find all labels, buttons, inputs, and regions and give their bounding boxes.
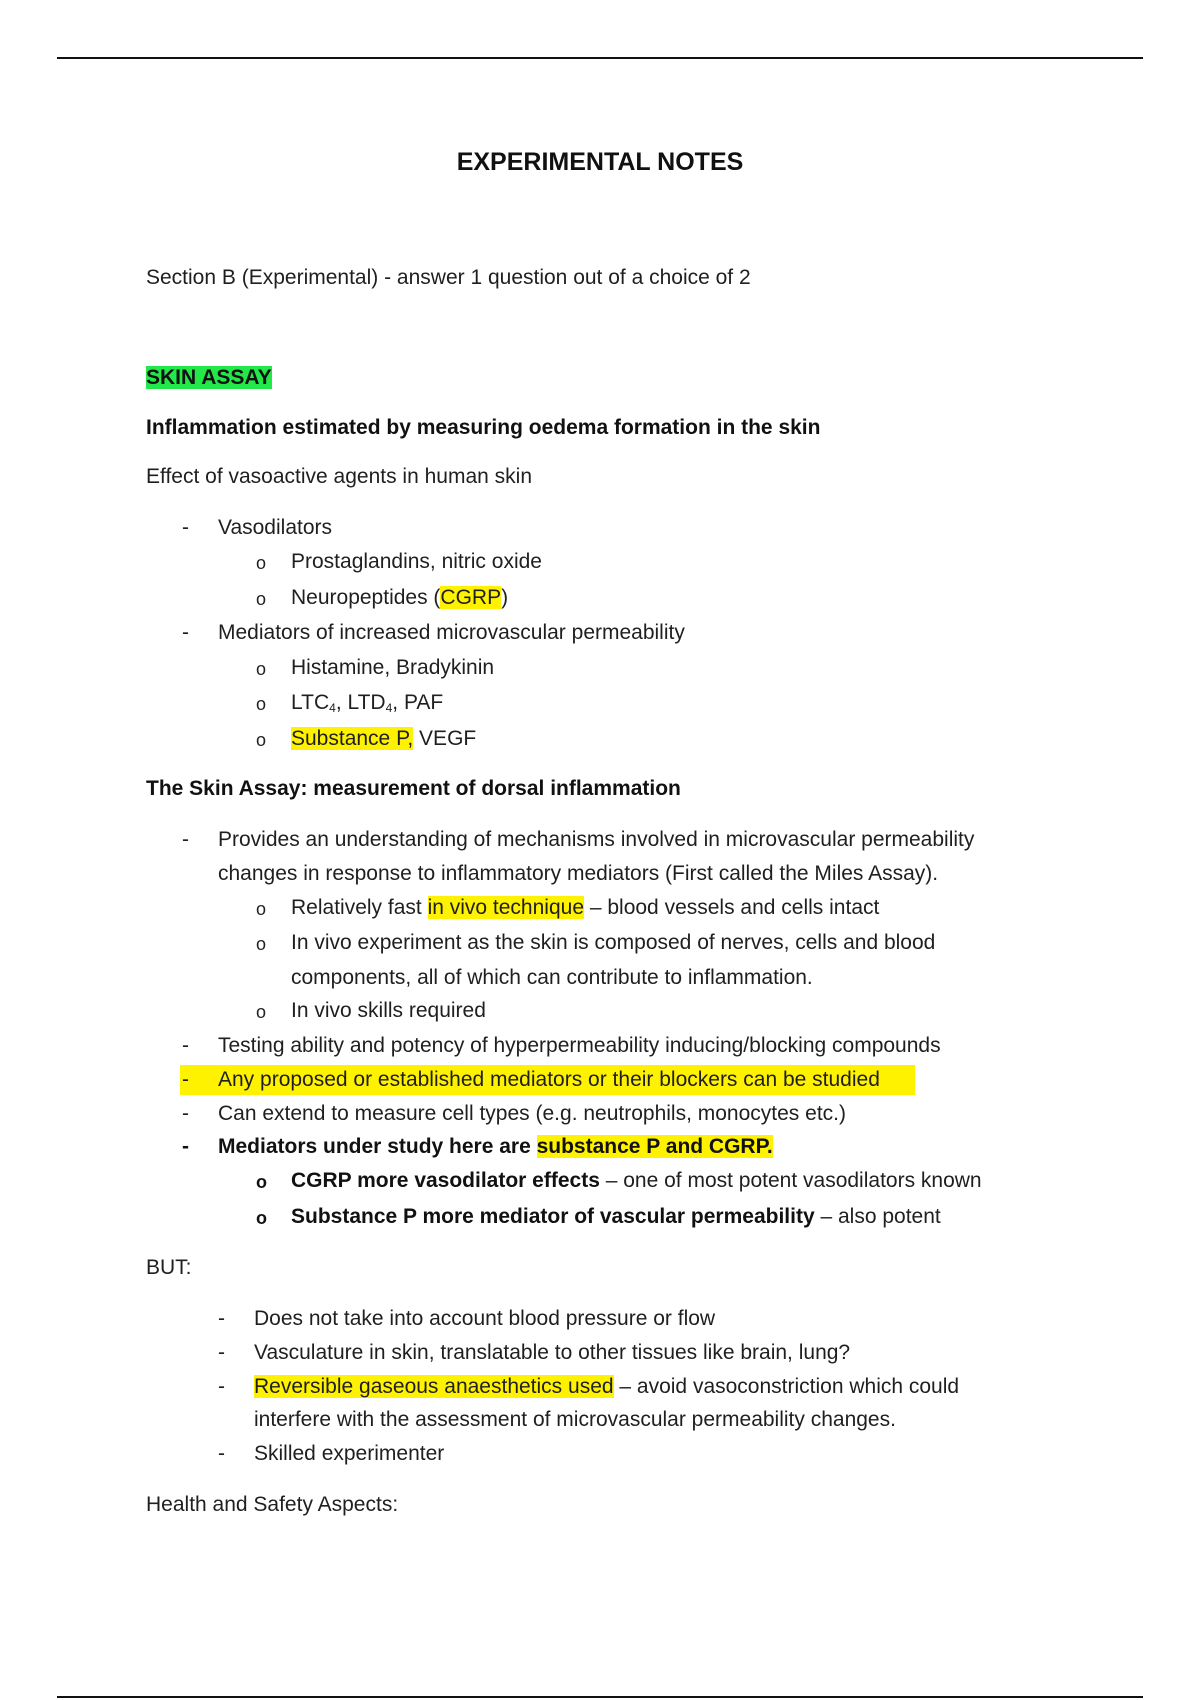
assay-sub-in-vivo: In vivo experiment as the skin is composed of nerves, cells and blood [291, 931, 936, 954]
assay-sub-fast [291, 894, 879, 922]
fast-text: Relatively fast [291, 896, 428, 919]
fast-post: – blood vessels and cells intact [584, 896, 880, 919]
but-point-anaesthetics [254, 1373, 959, 1401]
page-title: EXPERIMENTAL NOTES [456, 148, 744, 176]
bullet-dash: - [182, 1068, 189, 1091]
bullet-dash: - [182, 1135, 189, 1158]
but-point-pressure: Does not take into account blood pressure or flow [254, 1307, 716, 1330]
but-point-anaesthetics-cont: interfere with the assessment of microvascular permeability changes. [254, 1408, 896, 1431]
intro-text: Section B (Experimental) - answer 1 question out of a choice of 2 [146, 266, 751, 289]
assay-point-testing: Testing ability and potency of hyperpermeability inducing/blocking compounds [218, 1034, 941, 1057]
list-item-permeability-mediators: Mediators of increased microvascular permeability [218, 621, 685, 644]
paf-text: , PAF [392, 691, 444, 714]
vegf-text: VEGF [413, 727, 477, 750]
substance-p-highlight: Substance P, [291, 727, 414, 750]
bullet-dash: - [182, 621, 189, 644]
assay-sub-skills: In vivo skills required [291, 999, 486, 1022]
ltd-subscript: 4 [385, 701, 393, 715]
list-item-prostaglandins: Prostaglandins, nitric oxide [291, 550, 542, 573]
substance-p-bold: Substance P more mediator of vascular permeability [291, 1205, 815, 1228]
assay-point-mediators-studied: Any proposed or established mediators or their blockers can be studied [218, 1068, 880, 1091]
bullet-dash: - [182, 1034, 189, 1057]
list-item-histamine: Histamine, Bradykinin [291, 656, 495, 679]
bullet-circle: o [256, 730, 267, 750]
bullet-circle: o [256, 934, 267, 954]
bullet-dash: - [218, 1442, 225, 1465]
section-tag-label: SKIN ASSAY [146, 366, 272, 389]
cgrp-post: – one of most potent vasodilators known [599, 1169, 982, 1192]
bullet-circle: o [256, 1172, 267, 1192]
mediators-text: Mediators under study here are [218, 1135, 537, 1158]
assay-sub-substance-p [291, 1203, 941, 1231]
but-label: BUT: [146, 1256, 192, 1279]
bullet-circle: o [256, 589, 267, 609]
list-item-leukotrienes [291, 689, 443, 717]
section-tag [146, 364, 272, 392]
bullet-circle: o [256, 1208, 267, 1228]
ltc-text: LTC [291, 691, 330, 714]
list-item-substance-p [291, 725, 476, 753]
list-item-vasodilators: Vasodilators [218, 516, 333, 539]
bullet-circle: o [256, 553, 267, 573]
bullet-circle: o [256, 659, 267, 679]
cgrp-bold: CGRP more vasodilator effects [291, 1169, 600, 1192]
assay-sub-in-vivo-cont: components, all of which can contribute to inflammation. [291, 966, 813, 989]
ltd-text: , LTD [335, 691, 386, 714]
assay-point-understanding: Provides an understanding of mechanisms involved in microvascular permeability [218, 828, 975, 851]
cgrp-highlight: CGRP [440, 586, 502, 609]
assay-sub-cgrp [291, 1167, 982, 1195]
but-point-skilled: Skilled experimenter [254, 1442, 445, 1465]
anaesthetics-highlight: Reversible gaseous anaesthetics used [254, 1375, 614, 1398]
heading-skin-assay: The Skin Assay: measurement of dorsal inflammation [146, 777, 681, 800]
but-point-vasculature: Vasculature in skin, translatable to other tissues like brain, lung? [254, 1341, 851, 1364]
bullet-circle: o [256, 694, 267, 714]
bullet-dash: - [182, 516, 189, 539]
bullet-dash: - [218, 1375, 225, 1398]
assay-point-mediators-here [218, 1133, 773, 1161]
substance-p-post: – also potent [814, 1205, 941, 1228]
substance-p-cgrp-highlight: substance P and CGRP. [536, 1135, 773, 1158]
bullet-dash: - [218, 1307, 225, 1330]
bullet-dash: - [182, 828, 189, 851]
top-rule [57, 57, 1143, 59]
bullet-circle: o [256, 1002, 267, 1022]
neuropeptides-close: ) [501, 586, 509, 609]
neuropeptides-text: Neuropeptides ( [291, 586, 441, 609]
assay-point-cell-types: Can extend to measure cell types (e.g. neutrophils, monocytes etc.) [218, 1102, 846, 1125]
in-vivo-highlight: in vivo technique [427, 896, 584, 919]
bullet-dash: - [182, 1102, 189, 1125]
bottom-rule [57, 1696, 1143, 1698]
assay-point-understanding-cont: changes in response to inflammatory mediators (First called the Miles Assay). [218, 862, 939, 885]
bullet-dash: - [218, 1341, 225, 1364]
anaesthetics-post: – avoid vasoconstriction which could [613, 1375, 960, 1398]
heading-inflammation: Inflammation estimated by measuring oedema formation in the skin [146, 416, 821, 439]
bullet-circle: o [256, 899, 267, 919]
list-item-neuropeptides [291, 584, 508, 612]
ltc-subscript: 4 [329, 701, 336, 715]
subheading-vasoactive: Effect of vasoactive agents in human skin [146, 465, 532, 488]
health-safety-label: Health and Safety Aspects: [146, 1493, 399, 1516]
